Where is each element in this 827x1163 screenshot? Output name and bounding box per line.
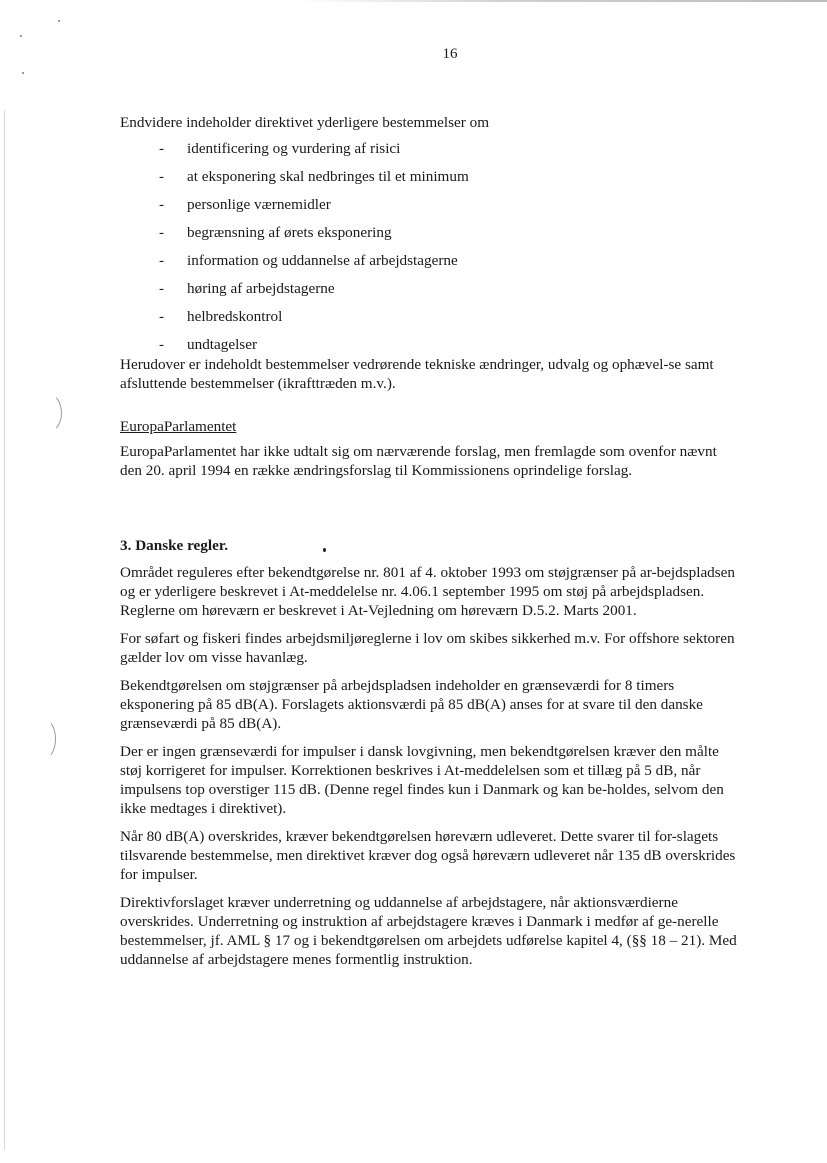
list-item: - høring af arbejdstagerne bbox=[159, 280, 335, 297]
paragraph: Når 80 dB(A) overskrides, kræver bekendtgørelsen høreværn udleveret. Dette svarer til for-slagets tilsvarende bestemmelse, men direktivet kræver dog også høreværn udleveret når 135 dB overskrides for impulser. bbox=[120, 828, 736, 883]
intro-paragraph: Endvidere indeholder direktivet yderligere bestemmelser om bbox=[120, 114, 490, 131]
body-text bbox=[120, 113, 740, 978]
list-item: - personlige værnemidler bbox=[159, 196, 331, 213]
paragraph: Direktivforslaget kræver underretning og uddannelse af arbejdstagere, når aktionsværdierne overskrides. Underretning og instruktion af arbejdstagere kræves i Danmark i medfør af ge-nerelle bestemmelser, jf. AML § 17 og i bekendtgørelsen om arbejdets udførelse kapitel 4, (§§ 18 – 21). Med uddannelse af arbejdstagere menes formentlig instruktion. bbox=[120, 894, 737, 968]
list-item: - identificering og vurdering af risici bbox=[159, 140, 401, 157]
scan-edge-top bbox=[300, 0, 827, 2]
subheading-europaparlamentet: EuropaParlamentet bbox=[120, 418, 237, 435]
list-item: - at eksponering skal nedbringes til et minimum bbox=[159, 168, 469, 185]
paragraph: Herudover er indeholdt bestemmelser vedrørende tekniske ændringer, udvalg og ophævel-se samt afsluttende bestemmelser (ikrafttræden m.v.). bbox=[120, 356, 714, 392]
scan-speck bbox=[58, 20, 60, 22]
scan-mark bbox=[30, 718, 56, 760]
page-number: 16 bbox=[442, 46, 458, 62]
paragraph: Bekendtgørelsen om støjgrænser på arbejdspladsen indeholder en grænseværdi for 8 timers eksponering på 85 dB(A). Forslagets aktionsværdi på 85 dB(A) anses for at svare til den danske grænseværdi på 85 dB(A). bbox=[120, 677, 703, 732]
list-item: - undtagelser bbox=[159, 336, 258, 353]
scan-edge-left bbox=[4, 110, 5, 1150]
paragraph: Der er ingen grænseværdi for impulser i dansk lovgivning, men bekendtgørelsen kræver den målte støj korrigeret for impulser. Korrektionen beskrives i At-meddelelsen som et tillæg på 5 dB, når impulsens top overstiger 115 dB. (Denne regel findes kun i Danmark og kan be-holdes, selvom den ikke medtages i direktivet). bbox=[120, 743, 724, 817]
paragraph: For søfart og fiskeri findes arbejdsmiljøreglerne i lov om skibes sikkerhed m.v. For offshore sektoren gælder lov om visse havanlæg. bbox=[120, 630, 735, 666]
list-item: - helbredskontrol bbox=[159, 308, 283, 325]
scan-speck bbox=[22, 72, 24, 74]
scan-mark bbox=[30, 392, 62, 434]
provision-list bbox=[120, 139, 740, 357]
scan-speck bbox=[20, 35, 22, 37]
list-item: - begrænsning af ørets eksponering bbox=[159, 224, 392, 241]
section-heading: 3. Danske regler. bbox=[120, 537, 228, 554]
paragraph: EuropaParlamentet har ikke udtalt sig om nærværende forslag, men fremlagde som ovenfor nævnt den 20. april 1994 en række ændringsforslag til Kommissionens oprindelige forslag. bbox=[120, 443, 717, 479]
list-item: - information og uddannelse af arbejdstagerne bbox=[159, 252, 458, 269]
paragraph: Området reguleres efter bekendtgørelse nr. 801 af 4. oktober 1993 om støjgrænser på ar-bejdspladsen og er yderligere beskrevet i At-meddelelse nr. 4.06.1 september 1995 om støj på arbejdspladsen. Reglerne om høreværn er beskrevet i At-Vejledning om høreværn D.5.2. Marts 2001. bbox=[120, 564, 736, 619]
